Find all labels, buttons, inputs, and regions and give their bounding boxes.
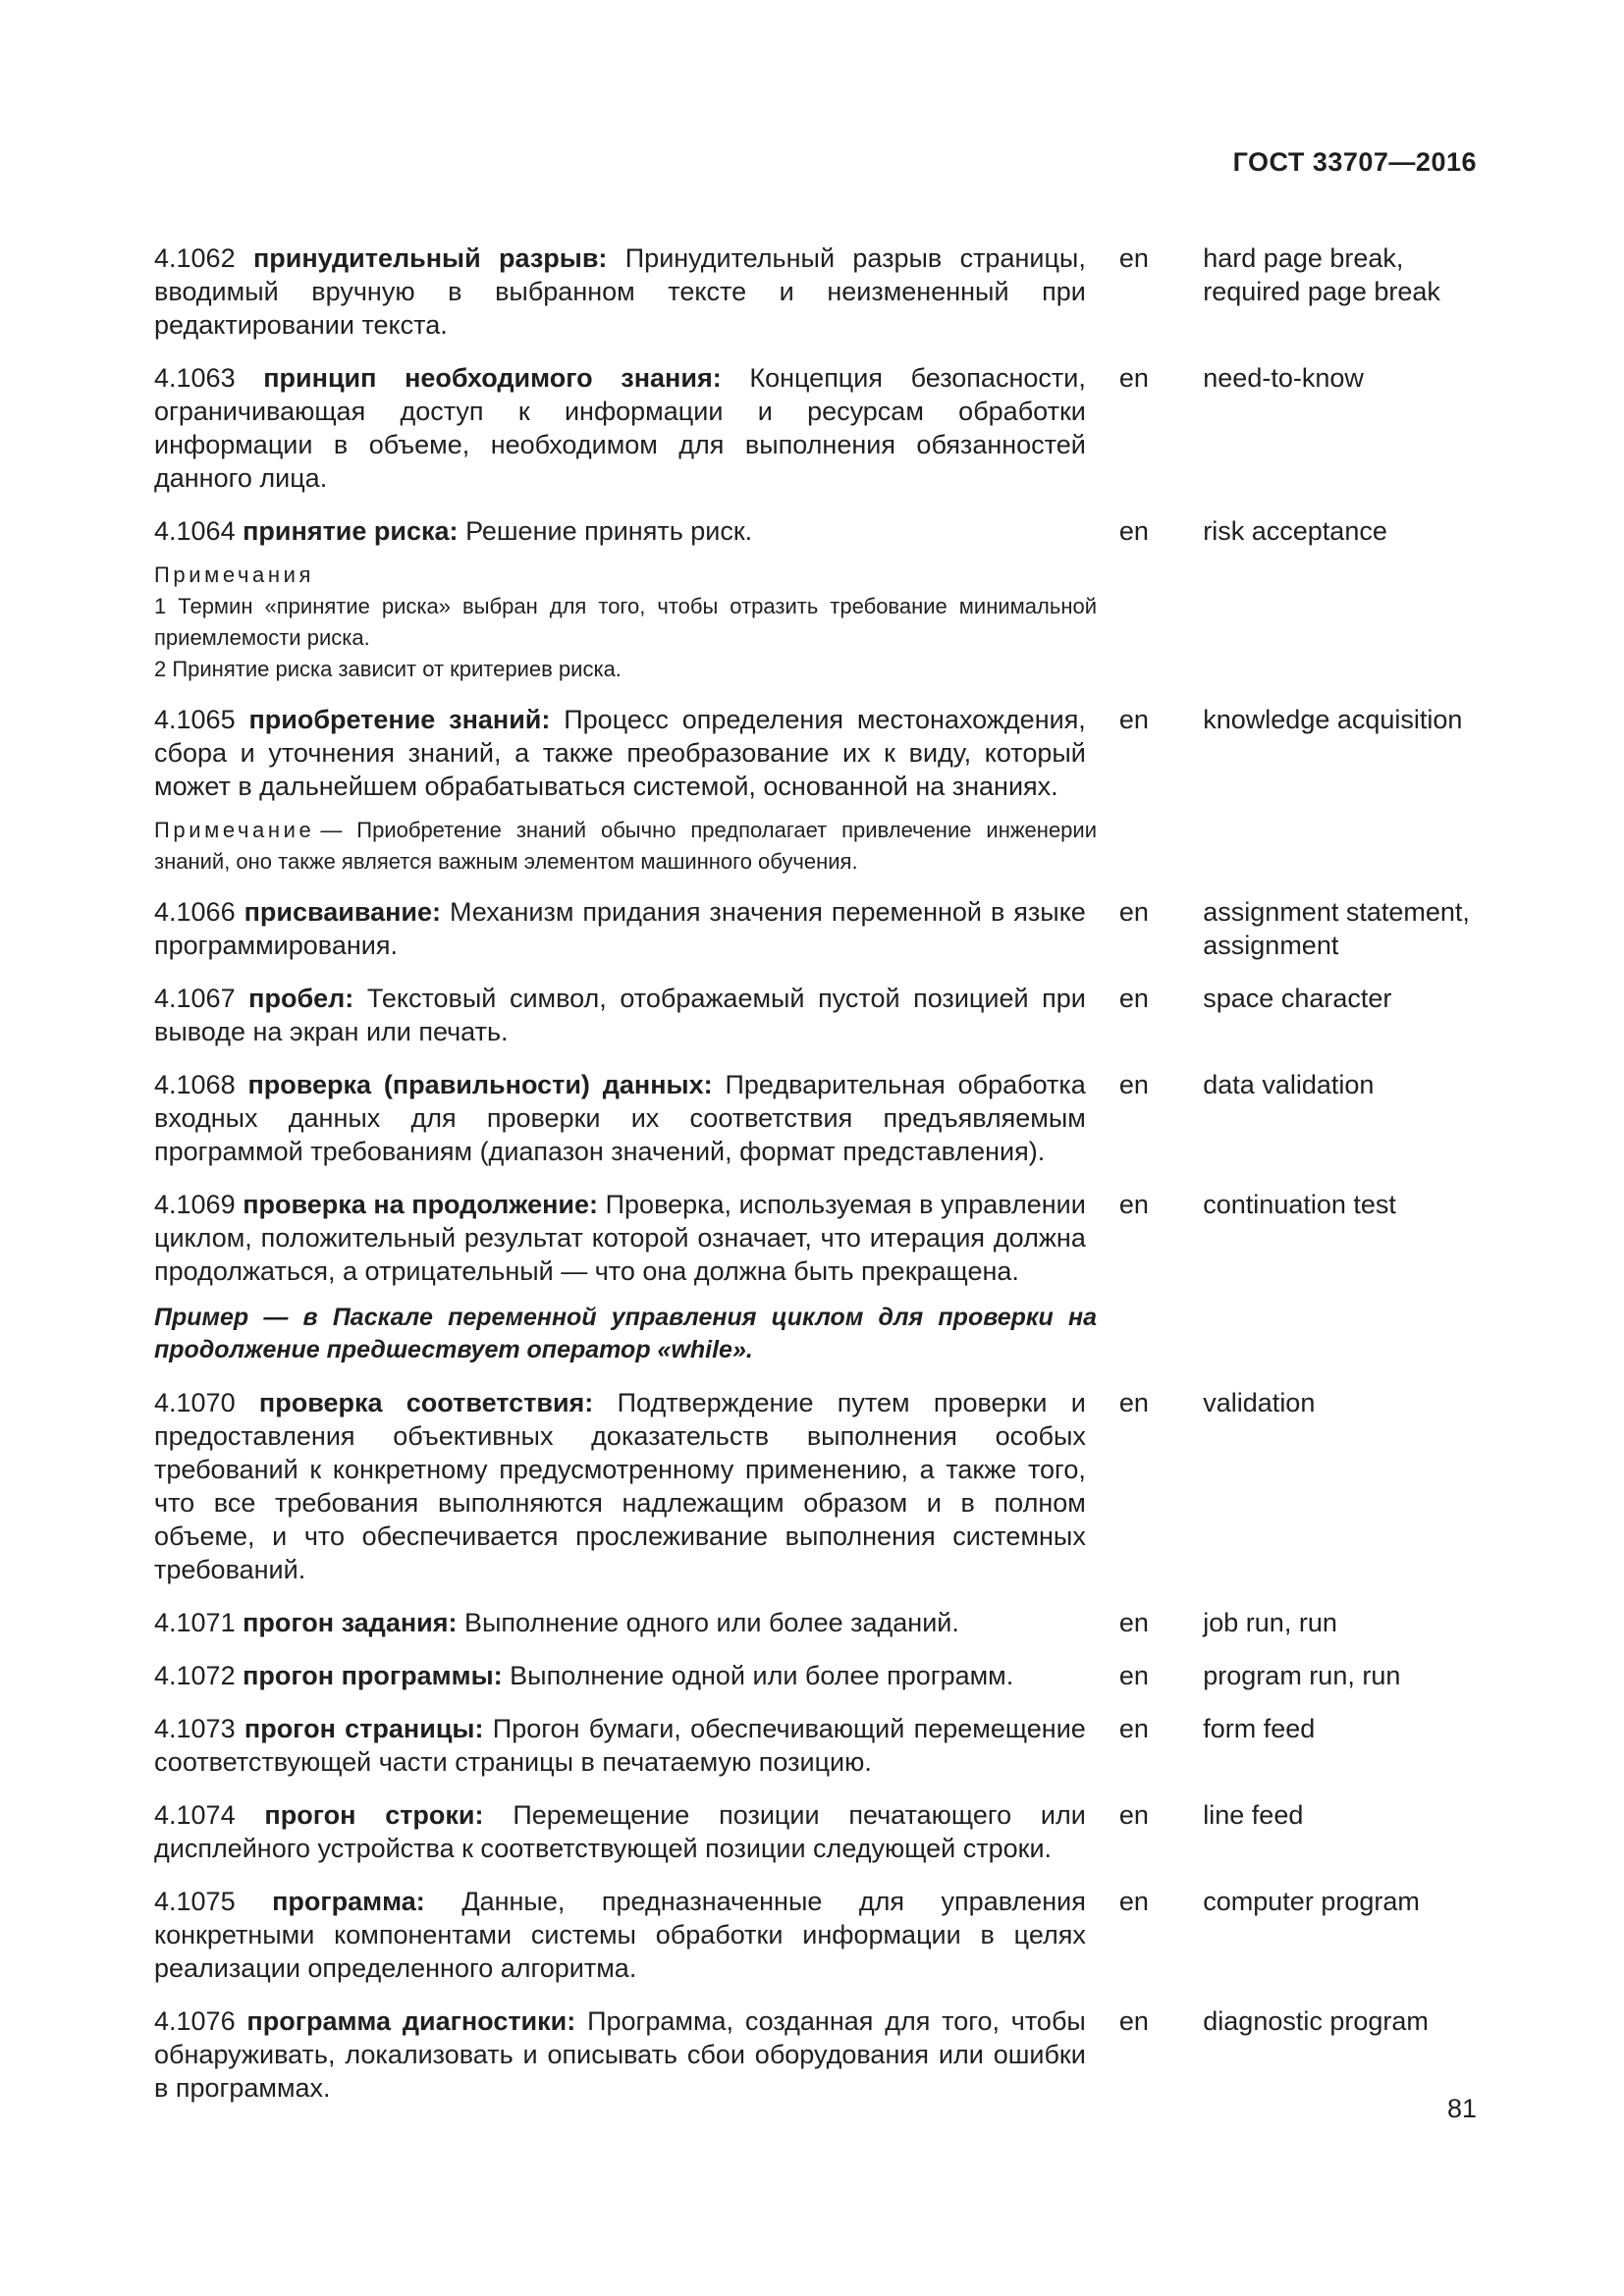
english-term: program run, run xyxy=(1203,1661,1401,1690)
term-definition: Процесс определения местонахождения, сбора и уточнения знаний, а также преобразование их к виду, который может в дальнейшем обрабатываться системой, основанной на знаниях. xyxy=(154,705,1086,801)
note-label: Примечание xyxy=(154,818,315,842)
term-entries xyxy=(154,241,1475,2124)
english-term: line feed xyxy=(1203,1800,1304,1830)
language-code: en xyxy=(1118,1608,1149,1637)
page-number: 81 xyxy=(1446,2094,1477,2123)
entry-number: 4.1063 xyxy=(154,363,236,393)
term-entry xyxy=(154,1606,1475,1639)
term-entry xyxy=(154,241,1475,342)
term-title: принцип необходимого знания: xyxy=(263,363,722,393)
term-definition: Перемещение позиции печатающего или дисплейного устройства к соответствующей позиции следующей строки. xyxy=(154,1800,1086,1863)
english-term: computer program xyxy=(1203,1887,1420,1916)
entry-number: 4.1071 xyxy=(154,1608,236,1637)
entry-number: 4.1069 xyxy=(154,1190,236,1219)
term-definition: Предварительная обработка входных данных для проверки их соответствия предъявляемым программой требованиям (диапазон значений, формат представления). xyxy=(154,1070,1086,1166)
term-entry xyxy=(154,895,1475,962)
term-definition: Выполнение одного или более заданий. xyxy=(464,1608,959,1637)
english-term: validation xyxy=(1203,1388,1316,1417)
language-code: en xyxy=(1118,1800,1149,1830)
term-title: прогон задания: xyxy=(243,1608,458,1637)
language-code: en xyxy=(1118,1070,1149,1099)
term-title: приобретение знаний: xyxy=(248,705,551,734)
notes-header: Примечания xyxy=(154,562,315,587)
language-code: en xyxy=(1118,2006,1149,2036)
term-title: проверка (правильности) данных: xyxy=(247,1070,713,1099)
language-code: en xyxy=(1118,1887,1149,1916)
language-code: en xyxy=(1118,705,1149,734)
language-code: en xyxy=(1118,243,1149,273)
term-title: прогон программы: xyxy=(243,1661,503,1690)
term-title: программа: xyxy=(272,1887,425,1916)
term-definition: Выполнение одной или более программ. xyxy=(510,1661,1014,1690)
term-title: программа диагностики: xyxy=(246,2006,576,2036)
term-entry xyxy=(154,1659,1475,1692)
note-item: 1 Термин «принятие риска» выбран для того, чтобы отразить требование минимальной приемлемости риска. xyxy=(154,594,1097,650)
term-entry xyxy=(154,1188,1475,1288)
entry-number: 4.1074 xyxy=(154,1800,236,1830)
term-definition: Принудительный разрыв страницы, вводимый вручную в выбранном тексте и неизмененный при редактировании текста. xyxy=(154,243,1086,340)
english-term: job run, run xyxy=(1203,1608,1337,1637)
english-term: need-to-know xyxy=(1203,363,1364,393)
term-entry xyxy=(154,982,1475,1048)
term-definition: Решение принять риск. xyxy=(465,516,753,546)
english-term: knowledge acquisition xyxy=(1203,705,1463,734)
term-definition: Текстовый символ, отображаемый пустой позицией при выводе на экран или печать. xyxy=(154,984,1086,1046)
term-title: проверка соответствия: xyxy=(258,1388,594,1417)
entry-number: 4.1072 xyxy=(154,1661,236,1690)
entry-number: 4.1075 xyxy=(154,1887,236,1916)
term-definition: Механизм придания значения переменной в языке программирования. xyxy=(154,897,1086,960)
entry-number: 4.1064 xyxy=(154,516,236,546)
term-entry xyxy=(154,361,1475,495)
term-definition: Программа, созданная для того, чтобы обнаруживать, локализовать и описывать сбои оборудования или ошибки в программах. xyxy=(154,2006,1086,2103)
english-term: risk acceptance xyxy=(1203,516,1387,546)
term-definition: Прогон бумаги, обеспечивающий перемещение соответствующей части страницы в печатаемую позицию. xyxy=(154,1714,1086,1777)
term-entry xyxy=(154,1068,1475,1168)
entry-number: 4.1070 xyxy=(154,1388,236,1417)
language-code: en xyxy=(1118,984,1149,1013)
english-term: form feed xyxy=(1203,1714,1316,1743)
term-entry xyxy=(154,1386,1475,1586)
entry-number: 4.1062 xyxy=(154,243,236,273)
entry-number: 4.1066 xyxy=(154,897,236,927)
term-definition: Концепция безопасности, ограничивающая доступ к информации и ресурсам обработки информации в объеме, необходимом для выполнения обязанностей данного лица. xyxy=(154,363,1086,493)
language-code: en xyxy=(1118,1388,1149,1417)
term-entry xyxy=(154,1798,1475,1865)
term-definition: Подтверждение путем проверки и предоставления объективных доказательств выполнения особых требований к конкретному предусмотренному применению, а также того, что все требования выполняются надлежащим образом и в полном объеме, и что обеспечивается прослеживание выполнения системных требований. xyxy=(154,1388,1086,1584)
language-code: en xyxy=(1118,1190,1149,1219)
note-text: — Приобретение знаний обычно предполагает привлечение инженерии знаний, оно также является важным элементом машинного обучения. xyxy=(154,818,1097,874)
term-title: принятие риска: xyxy=(243,516,459,546)
term-entry xyxy=(154,703,1475,803)
language-code: en xyxy=(1118,897,1149,927)
term-title: принудительный разрыв: xyxy=(252,243,608,273)
note-item: 2 Принятие риска зависит от критериев риска. xyxy=(154,657,622,681)
notes-block xyxy=(154,560,1097,685)
term-entry xyxy=(154,2004,1475,2105)
english-term: continuation test xyxy=(1203,1190,1396,1219)
entry-number: 4.1068 xyxy=(154,1070,236,1099)
entry-number: 4.1067 xyxy=(154,984,236,1013)
term-definition: Проверка, используемая в управлении циклом, положительный результат которой означает, что итерация должна продолжаться, а отрицательный — что она должна быть прекращена. xyxy=(154,1190,1086,1286)
language-code: en xyxy=(1118,1714,1149,1743)
english-term: hard page break, required page break xyxy=(1203,243,1440,306)
language-code: en xyxy=(1118,1661,1149,1690)
term-title: присваивание: xyxy=(244,897,442,927)
term-title: проверка на продолжение: xyxy=(243,1190,599,1219)
entry-number: 4.1065 xyxy=(154,705,236,734)
term-title: прогон страницы: xyxy=(244,1714,484,1743)
term-entry xyxy=(154,514,1475,548)
language-code: en xyxy=(1118,363,1149,393)
term-entry xyxy=(154,1712,1475,1779)
note-block xyxy=(154,815,1097,878)
term-title: пробел: xyxy=(248,984,354,1013)
english-term: diagnostic program xyxy=(1203,2006,1429,2036)
english-term: space character xyxy=(1203,984,1392,1013)
english-term: assignment statement, assignment xyxy=(1203,897,1470,960)
example-note: Пример — в Паскале переменной управления циклом для проверки на продолжение предшествует оператор «while». xyxy=(154,1304,1097,1363)
language-code: en xyxy=(1118,516,1149,546)
term-title: прогон строки: xyxy=(264,1800,484,1830)
term-definition: Данные, предназначенные для управления конкретными компонентами системы обработки информации в целях реализации определенного алгоритма. xyxy=(154,1887,1086,1983)
standard-header: ГОСТ 33707—2016 xyxy=(1232,147,1477,177)
english-term: data validation xyxy=(1203,1070,1375,1099)
entry-number: 4.1076 xyxy=(154,2006,236,2036)
term-entry xyxy=(154,1885,1475,1985)
entry-number: 4.1073 xyxy=(154,1714,236,1743)
